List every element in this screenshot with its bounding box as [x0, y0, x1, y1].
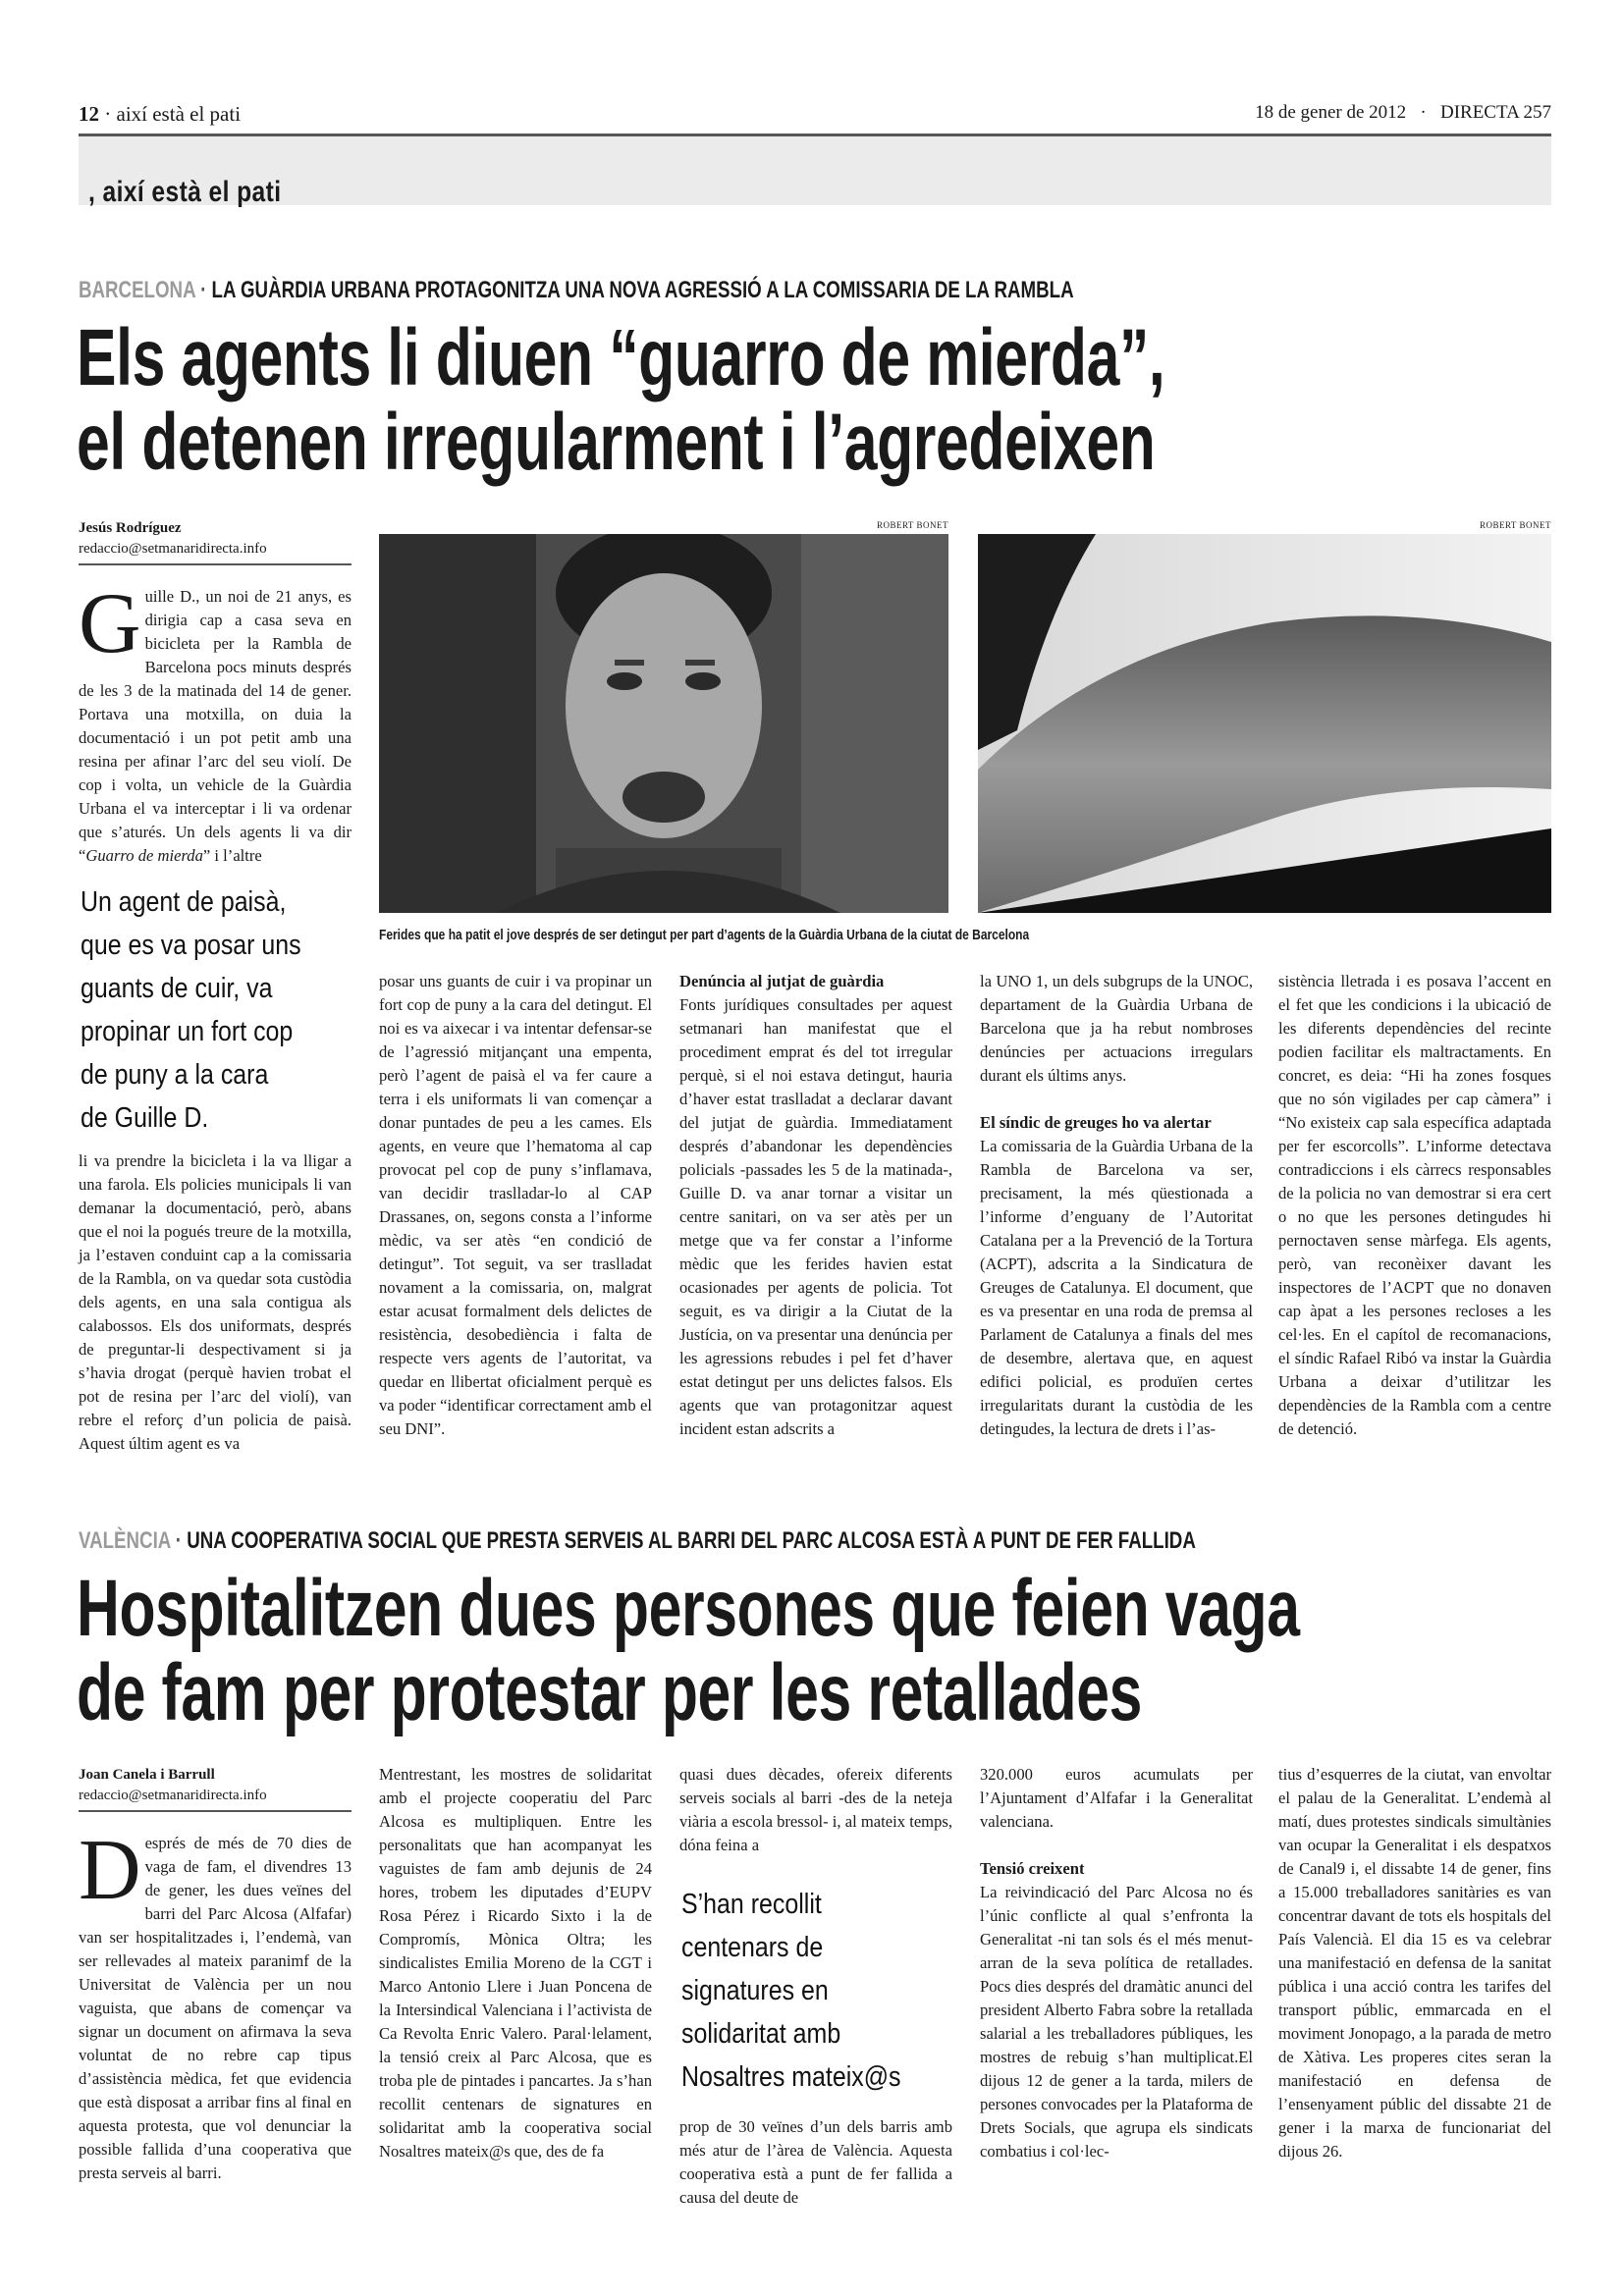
pullquote-line: signatures en	[681, 1975, 829, 2006]
article2-pullquote	[681, 1883, 937, 2099]
lead-text: uille D., un noi de 21 anys, es dirigia cap a casa seva en bicicleta per la Rambla de Barcelona pocs minuts després de les 3 de la matinada del 14 de gener. Portava una motxilla, on duia la documentació i un pot petit amb una resina per afinar l’arc del seu violí. De cop i volta, un vehicle de la Guàrdia Urbana el va interceptar i li va ordenar que s’aturés. Un dels agents li va dir “	[79, 587, 352, 865]
lead-text-end: ” i l’altre	[202, 846, 262, 865]
subheading: Denúncia al jutjat de guàrdia	[679, 972, 885, 990]
article2-headline	[77, 1564, 1300, 1737]
running-header-right	[1255, 102, 1551, 124]
pullquote-line: propinar un fort cop	[81, 1016, 294, 1047]
pullquote-line: Nosaltres mateix@s	[681, 2061, 901, 2093]
subheading: El síndic de greuges ho va alertar	[980, 1113, 1212, 1132]
author-name: Jesús Rodríguez	[79, 520, 182, 536]
article2-kicker	[79, 1527, 1196, 1555]
subheading: Tensió creixent	[980, 1859, 1085, 1878]
kicker-place: VALÈNCIA	[79, 1527, 171, 1554]
paragraph: tius d’esquerres de la ciutat, van envoltar el palau de la Generalitat. L’endemà al matí, dues protestes sindicals simultànies van ocupar la Generalitat i els despatxos de Canal9 i, el dissabte 14 de gener, fins a 15.000 treballadores sanitàries es van concentrar davant de tots els hospitals del País Valencià. El dia 15 es va celebrar una manifestació en defensa de la sanitat pública i una acció contra les tarifes del transport públic, emmarcada en el moviment Jonopago, a la parada de metro de Xàtiva. Les properes cites seran la manifestació en defensa de l’ensenyament públic del dissabte 21 de gener i la marxa de funcionariat del dijous 26.	[1278, 1765, 1551, 2161]
article1-pullquote	[81, 881, 337, 1140]
pullquote-line: S’han recollit	[681, 1889, 822, 1920]
article2-column-2	[379, 1763, 652, 2163]
paragraph: La reivindicació del Parc Alcosa no és l’únic conflicte al qual s’enfronta la Generalitat -ni tan sols és el més menut- arran de la seva política de retallades. Pocs dies després del dramàtic anunci del president Alberto Fabra sobre la retallada salarial a les treballadores públiques, les mostres de rebuig s’han multiplicat.El dijous 12 de gener a la tarda, milers de persones convocades per la Plataforma de Drets Socials, que agrupa els sindicats combatius i col·lec-	[980, 1883, 1253, 2161]
portrait-image	[379, 534, 948, 913]
issue-date: 18 de gener de 2012	[1255, 102, 1407, 123]
photo-portrait	[379, 534, 948, 913]
lead-quote-italic: Guarro de mierda	[85, 846, 203, 865]
lead-paragraph	[79, 576, 352, 868]
paragraph: Fonts jurídiques consultades per aquest setmanari han manifestat que el procediment emprat és del tot irregular perquè, si el noi estava detingut, hauria d’haver estat traslladat a declarar davant del jutjat de guàrdia. Immediatament després d’abandonar les dependències policials -passades les 5 de la matinada-, Guille D. va anar tornar a visitar un centre sanitari, on va ser atès per un metge que va fer constar a l’informe mèdic que les ferides havien estat ocasionades per agents de policia. Tot seguit, es va dirigir a la Ciutat de la Justícia, on va presentar una denúncia per les agressions rebudes i pel fet d’haver estat detingut per uns delictes falsos. Els agents que van protagonitzar aquest incident estan adscrits a	[679, 995, 952, 1438]
article2-column-5	[1278, 1763, 1551, 2163]
author-email[interactable]: redaccio@setmanaridirecta.info	[79, 1788, 267, 1803]
article2-column-4	[980, 1763, 1253, 2163]
paragraph: sistència lletrada i es posava l’accent en el fet que les condicions i la ubicació de les diferents dependències del recinte podien facilitar els maltractaments. En concret, es deia: “Hi ha zones fosques que no són vigilades per cap càmera” i “No existeix cap sala específica adaptada per fer escorcolls”. L’informe detectava contradiccions i els càrrecs responsables de la policia no van demostrar si era cert o no que les persones detingudes hi pernoctaven sense màrfega. Els agents, però, van reconèixer davant les inspectores de l’ACPT que no donaven cap àpat a les persones recloses a les cel·les. En el capítol de recomanacions, el síndic Rafael Ribó va instar la Guàrdia Urbana a deixar d’utilitzar les dependències de la Rambla com a centre de detenció.	[1278, 972, 1551, 1438]
kicker-place: BARCELONA	[79, 277, 195, 303]
headline-line-2: de fam per protestar per les retallades	[77, 1648, 1143, 1737]
article1-column-1-lead	[79, 576, 352, 868]
lead-paragraph	[79, 1823, 352, 2185]
headline-line-2: el detenen irregularment i l’agredeixen	[77, 398, 1156, 487]
kicker-separator: ·	[194, 277, 212, 303]
author-email[interactable]: redaccio@setmanaridirecta.info	[79, 541, 267, 557]
photo2-credit: ROBERT BONET	[1479, 520, 1551, 530]
article1-byline	[79, 520, 352, 565]
pullquote-line: Un agent de paisà,	[81, 886, 287, 918]
section-band-title: , així està el pati	[88, 176, 282, 208]
leg-image	[978, 534, 1551, 913]
kicker-text: UNA COOPERATIVA SOCIAL QUE PRESTA SERVEIS AL BARRI DEL PARC ALCOSA ESTÀ A PUNT DE FER FALLIDA	[187, 1527, 1196, 1554]
headline-line-1: Els agents li diuen “guarro de mierda”,	[77, 313, 1165, 402]
article2-byline	[79, 1767, 352, 1812]
article1-column-1-rest	[79, 1149, 352, 1456]
pullquote-line: centenars de	[681, 1932, 824, 1963]
headline-line-1: Hospitalitzen dues persones que feien vaga	[77, 1564, 1300, 1653]
kicker-text: LA GUÀRDIA URBANA PROTAGONITZA UNA NOVA AGRESSIÓ A LA COMISSARIA DE LA RAMBLA	[211, 277, 1074, 303]
paragraph: li va prendre la bicicleta i la va lligar a una farola. Els policies municipals li van demanar la documentació, però, abans que el noi la pogués treure de la motxilla, ja l’estaven conduint cap a la comissaria de la Rambla, on va quedar sota custòdia dels agents, en una sala contigua als calabossos. Els dos uniformats, després de preguntar-li despectivament si ja s’havia drogat (perquè havien trobat el pot de resina per l’arc del violí), van rebre el reforç d’un policia de paisà. Aquest últim agent es va	[79, 1151, 352, 1453]
photo-caption: Ferides que ha patit el jove després de ser detingut per part d’agents de la Guàrdia Urbana de la ciutat de Barcelona	[379, 927, 1030, 943]
pullquote-line: de puny a la cara	[81, 1059, 269, 1091]
drop-cap: D	[79, 1823, 141, 1918]
paragraph: 320.000 euros acumulats per l’Ajuntament d’Alfafar i la Generalitat valenciana.	[980, 1765, 1253, 1831]
section-band	[79, 136, 1551, 208]
publication-issue: DIRECTA 257	[1439, 102, 1551, 123]
running-header	[79, 98, 1551, 136]
pullquote-line: guants de cuir, va	[81, 973, 273, 1004]
pullquote-line: solidaritat amb	[681, 2018, 841, 2050]
article2-column-3-rest	[679, 2115, 952, 2210]
article2-column-1	[79, 1823, 352, 2185]
drop-cap: G	[79, 576, 141, 671]
paragraph: La comissaria de la Guàrdia Urbana de la Rambla de Barcelona va ser, precisament, la més qüestionada a l’informe d’enguany de l’Autoritat Catalana per a la Prevenció de la Tortura (ACPT), adscrita a la Sindicatura de Greuges de Catalunya. El document, que es va presentar en una roda de premsa al Parlament de Catalunya a finals del mes de desembre, alertava que, en aquest edifici policial, es produïen certes irregularitats durant la custòdia de les detingudes, la lectura de drets i l’as-	[980, 1137, 1253, 1438]
page-number: 12	[79, 102, 99, 126]
running-header-left	[79, 102, 241, 127]
section-name: així està el pati	[116, 102, 242, 126]
article2-column-3	[679, 1763, 952, 1857]
paragraph: quasi dues dècades, ofereix diferents serveis socials al barri -des de la neteja viària a escola bressol- i, al mateix temps, dóna feina a	[679, 1765, 952, 1854]
lead-text: esprés de més de 70 dies de vaga de fam, el divendres 13 de gener, les dues veïnes del barri del Parc Alcosa (Alfafar) van ser hospitalitzades i, l’endemà, van ser rellevades al mateix paranimf de la Universitat de València per un nou vaguista, que abans de començar va signar un document on afirmava la seva voluntat de no rebre cap tipus d’assistència mèdica, fet que evidencia que està disposat a arribar fins al final en aquesta protesta, que vol denunciar la possible fallida d’una cooperativa que presta serveis al barri.	[79, 1834, 352, 2182]
paragraph: Mentrestant, les mostres de solidaritat amb el projecte cooperatiu del Parc Alcosa es multipliquen. Entre les personalitats que han acompanyat les vaguistes de fam amb dejunis de 24 hores, trobem les diputades d’EUPV Rosa Pérez i Ricardo Sixto i la de Compromís, Mònica Oltra; les sindicalistes Emilia Moreno de la CGT i Marco Antonio Llere i Juan Poncena de la Intersindical Valenciana i l’activista de Ca Revolta Enric Valero. Paral·lelament, la tensió creix al Parc Alcosa, que es troba ple de pintades i pancartes. Ja s’han recollit centenars de signatures en solidaritat amb la cooperativa social Nosaltres mateix@s que, des de fa	[379, 1765, 652, 2161]
article1-column-4	[980, 970, 1253, 1441]
article1-column-5	[1278, 970, 1551, 1441]
photo-leg	[978, 534, 1551, 913]
article1-column-2	[379, 970, 652, 1441]
pullquote-line: de Guille D.	[81, 1102, 209, 1134]
author-name: Joan Canela i Barrull	[79, 1767, 215, 1783]
date-separator: ·	[1420, 102, 1427, 123]
paragraph: posar uns guants de cuir i va propinar un fort cop de puny a la cara del detingut. El noi es va aixecar i va intentar defensar-se de l’agressió mitjançant una empenta, però l’agent de paisà el va fer caure a terra i els uniformats li van començar a donar puntades de peu a les cames. Els agents, en veure que l’hematoma al cap provocat pel cop de puny s’inflamava, van decidir traslladar-lo al CAP Drassanes, on, segons consta a l’informe mèdic, va ser atès “en condició de detingut”. Tot seguit, va ser traslladat novament a la comissaria, on, malgrat estar acusat formalment dels delictes de resistència, desobediència i falta de respecte vers agents de l’autoritat, va quedar en llibertat oficialment perquè es va poder “identificar correctament amb el seu DNI”.	[379, 972, 652, 1438]
kicker-separator: ·	[170, 1527, 188, 1554]
photo1-credit: ROBERT BONET	[876, 520, 948, 530]
article1-kicker	[79, 277, 1074, 304]
paragraph: prop de 30 veïnes d’un dels barris amb més atur de l’àrea de València. Aquesta cooperativa està a punt de fer fallida a causa del deute de	[679, 2117, 952, 2207]
header-separator: ·	[104, 102, 112, 126]
pullquote-line: que es va posar uns	[81, 930, 301, 961]
article1-headline	[77, 313, 1165, 487]
article1-column-3	[679, 970, 952, 1441]
paragraph: la UNO 1, un dels subgrups de la UNOC, departament de la Guàrdia Urbana de Barcelona que ja ha rebut nombroses denúncies per actuacions irregulars durant els últims anys.	[980, 972, 1253, 1085]
